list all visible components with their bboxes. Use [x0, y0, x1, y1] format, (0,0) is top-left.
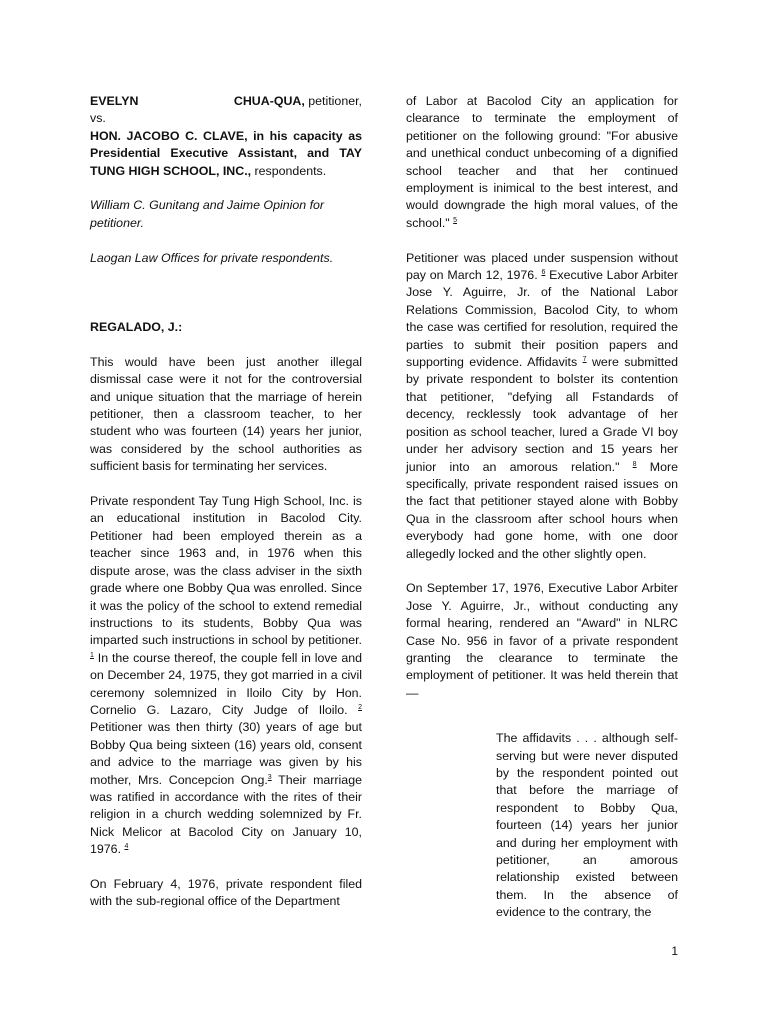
- paragraph-suspension: [406, 250, 678, 563]
- facts-text-4: Their marriage was ratified in accordance with the rites of their religion in a church wedding solemnized by Fr. Nick Melicor at Bacolod City on January 10, 1976.: [90, 772, 362, 857]
- suspension-text-3: were submitted by private respondent to bolster its contention that petitioner, "defying all Fstandards of decency, recklessly took advantage of her position as school teacher, lured a Grade VI boy under her advisory section and 15 years her junior into an amorous relation.": [406, 355, 678, 474]
- suspension-text-2: Executive Labor Arbiter Jose Y. Aguirre, Jr. of the National Labor Relations Commission, Bacolod City, to whom the case was certified for resolution, required the parties to submit their position papers and supporting evidence. Affidavits: [406, 268, 678, 370]
- page-number: 1: [671, 944, 678, 958]
- facts-text-1: Private respondent Tay Tung High School, Inc. is an educational institution in Bacolod City. Petitioner had been employed therein as a teacher since 1963 and, in 1976 when this dispute arose, was the class adviser in the sixth grade where one Bobby Qua was enrolled. Since it was the policy of the school to extend remedial instructions to its students, Bobby Qua was imparted such instructions in school by petitioner.: [90, 494, 362, 648]
- block-quote: The affidavits . . . although self-serving but were never disputed by the respondent pointed out that before the marriage of respondent to Bobby Qua, fourteen (14) years her junior and during her employment with petitioner, an amorous relationship existed between them. In the absence of evidence to the contrary, the: [496, 731, 678, 920]
- paragraph-facts: [90, 493, 362, 859]
- versus: vs.: [90, 111, 106, 126]
- footnote-ref-3[interactable]: 3: [267, 773, 272, 781]
- respondents-role: respondents.: [251, 163, 327, 178]
- footnote-ref-4[interactable]: 4: [124, 843, 129, 851]
- case-caption: [90, 93, 362, 180]
- footnote-ref-7[interactable]: 7: [582, 356, 587, 364]
- respondent-counsel: Laogan Law Offices for private respondents.: [90, 250, 334, 265]
- petitioner-role: petitioner,: [304, 94, 362, 108]
- paragraph-application-start: On February 4, 1976, private respondent filed with the sub-regional office of the Department: [90, 876, 362, 909]
- petitioner-first-name: EVELYN: [90, 94, 139, 108]
- right-column: [406, 93, 678, 922]
- suspension-text-4: More specifically, private respondent raised issues on the fact that petitioner stayed alone with Bobby Qua in the classroom after school hours when everybody had gone home, with one door allegedly locked and the other slightly open.: [406, 459, 678, 561]
- suspension-text-1: Petitioner was placed under suspension without pay on March 12, 1976.: [406, 250, 678, 283]
- petitioner-line: [90, 93, 362, 110]
- petitioner-counsel: William C. Gunitang and Jaime Opinion for petitioner.: [90, 198, 325, 230]
- application-text: of Labor at Bacolod City an application for clearance to terminate the employment of petitioner on the following ground: "For abusive and unethical conduct unbecoming of a dignified school teacher and that her continued employment is inimical to the best interest, and would downgrade the high moral values, of the school.": [406, 94, 678, 230]
- ponente: REGALADO, J.:: [90, 320, 183, 335]
- facts-text-2: In the course thereof, the couple fell in love and on December 24, 1975, they got married in a civil ceremony solemnized in Iloilo City by Hon. Cornelio G. Lazaro, City Judge of Iloilo.: [90, 650, 362, 717]
- paragraph-award: On September 17, 1976, Executive Labor Arbiter Jose Y. Aguirre, Jr., without conducting any formal hearing, rendered an "Award" in NLRC Case No. 956 in favor of a private respondent granting the clearance to terminate the employment of petitioner. It was held therein that —: [406, 581, 678, 700]
- paragraph-application-cont: [406, 93, 678, 232]
- footnote-ref-8[interactable]: 8: [632, 460, 637, 468]
- footnote-ref-6[interactable]: 6: [541, 269, 546, 277]
- petitioner-last-name: CHUA-QUA,: [233, 94, 305, 108]
- footnote-ref-5[interactable]: 5: [453, 216, 458, 224]
- left-column: [90, 93, 362, 928]
- paragraph-intro: This would have been just another illegal dismissal case were it not for the controversial and unique situation that the marriage of herein petitioner, then a classroom teacher, to her student who was fourteen (14) years her junior, was considered by the school authorities as sufficient basis for terminating her services.: [90, 354, 362, 474]
- facts-text-3: Petitioner was then thirty (30) years of age but Bobby Qua being sixteen (16) years old, consent and advice to the marriage was given by his mother, Mrs. Concepcion Ong.: [90, 720, 362, 787]
- respondents-names: HON. JACOBO C. CLAVE, in his capacity as Presidential Executive Assistant, and TAY TUNG HIGH SCHOOL, INC.,: [90, 128, 362, 178]
- footnote-ref-1[interactable]: 1: [90, 651, 94, 659]
- footnote-ref-2[interactable]: 2: [358, 703, 362, 711]
